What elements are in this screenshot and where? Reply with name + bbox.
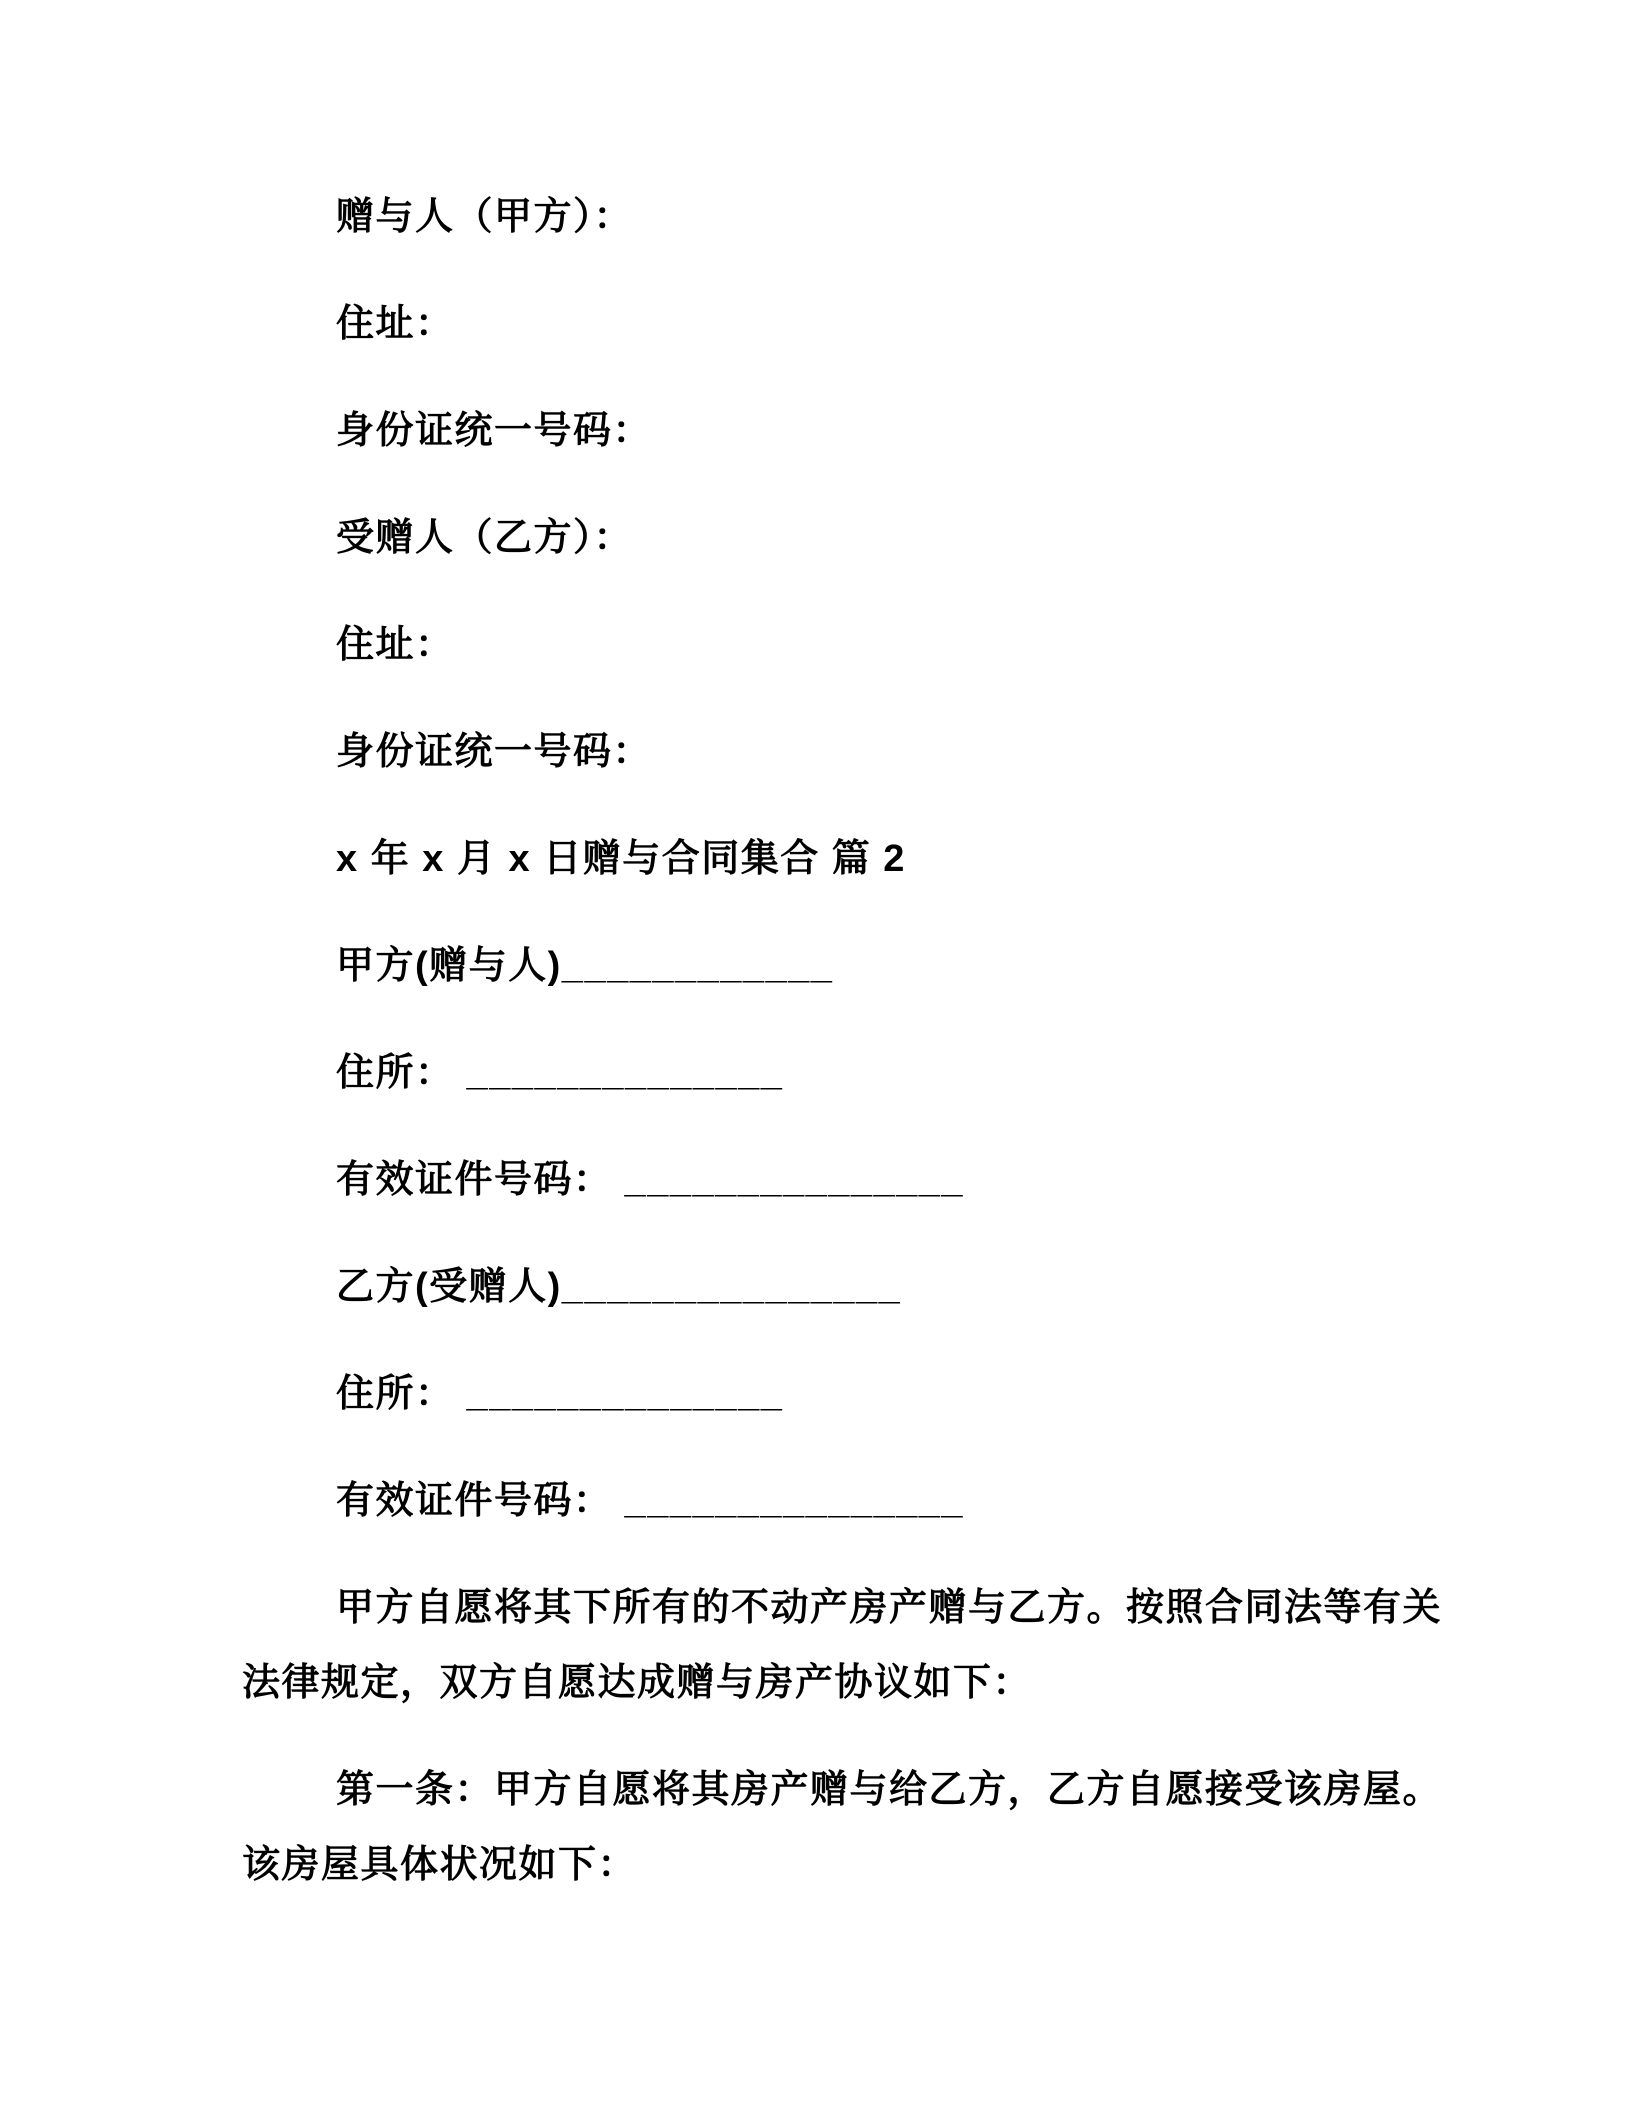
party-b-address-blank-line: 住所： ______________ [336, 1373, 784, 1415]
donor-label-line: 赠与人（甲方）： [336, 196, 634, 238]
party-a-blank-line: 甲方(赠与人)____________ [336, 945, 834, 987]
party-b-id-blank-line: 有效证件号码： _______________ [336, 1480, 965, 1522]
intro-paragraph: 甲方自愿将其下所有的不动产房产赠与乙方。按照合同法等有关法律规定，双方自愿达成赠与房产协议如下： [242, 1587, 1443, 1704]
donor-id-line: 身份证统一号码： [336, 410, 653, 452]
party-b-blank-line: 乙方(受赠人)_______________ [336, 1266, 902, 1308]
donor-address-line: 住址： [336, 303, 455, 345]
donee-id-line: 身份证统一号码： [336, 731, 653, 773]
donee-address-line: 住址： [336, 624, 455, 666]
collection-title-line: x 年 x 月 x 日赠与合同集合 篇 2 [336, 838, 906, 880]
party-a-address-blank-line: 住所： ______________ [336, 1052, 784, 1094]
donee-label-line: 受赠人（乙方）： [336, 517, 634, 559]
article-1-paragraph: 第一条：甲方自愿将其房产赠与给乙方，乙方自愿接受该房屋。该房屋具体状况如下： [242, 1769, 1443, 1886]
party-a-id-blank-line: 有效证件号码： _______________ [336, 1159, 965, 1201]
